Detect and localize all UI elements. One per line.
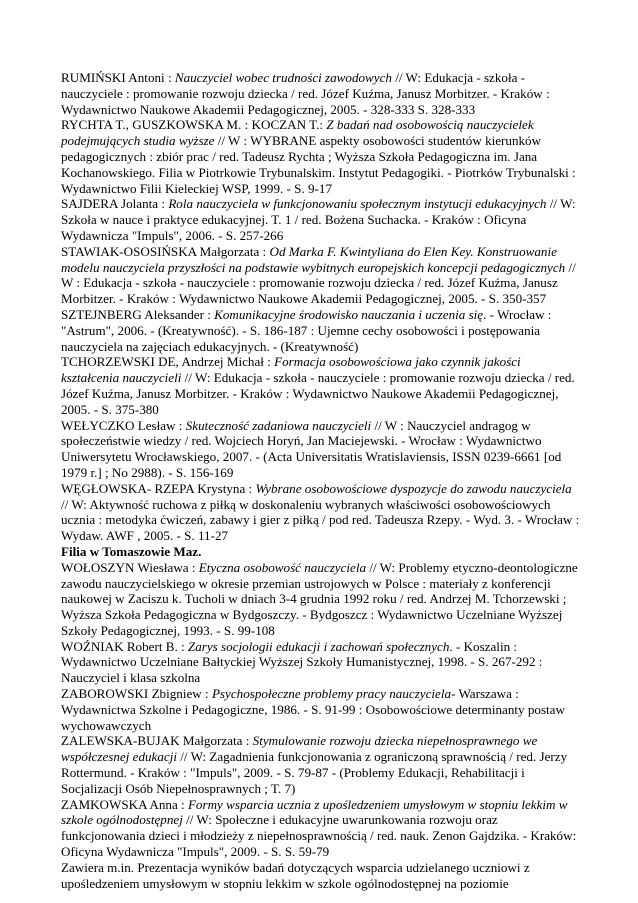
entry-author: STAWIAK-OSOSIŃSKA Małgorzata : [61, 243, 270, 259]
entry-author: WEŁYCZKO Lesław : [61, 417, 186, 433]
entry-details: - Warszawa : Wydawnictwa Szkolne i Pedagogiczne, 1986. - S. 91-99 : Osobowościowe determinanty postaw wychowawczych [61, 686, 565, 733]
bibliography-entry [61, 244, 581, 307]
entry-details: // W : WYBRANE aspekty osobowości studentów kierunków pedagogicznych : zbiór prac / red. Tadeusz Rychta ; Wyższa Szkoła Pedagogiczna im. Jana Kochanowskiego. Filia w Piotrkowie Trybunalskim. Instytut Pedagogiki. - Piotrków Trybunalski : Wydawnictwo Filii Kieleckiej WSP, 1999. - S. 9-17 [61, 133, 576, 196]
entry-author: SZTEJNBERG Aleksander : [61, 306, 215, 322]
entry-title: Zarys socjologii edukacji i zachowań społecznych [187, 638, 450, 654]
bibliography-entry [61, 686, 581, 733]
entry-title: Formy wsparcia ucznia z upośledzeniem umysłowym w stopniu lekkim w szkole ogólnodostępnej [61, 796, 568, 828]
entry-author: SAJDERA Jolanta : [61, 196, 169, 212]
entry-details: // W : Nauczyciel andragog w społeczeństwie wiedzy / red. Wojciech Horyń, Jan Maciejewski. - Wrocław : Wydawnictwo Uniwersytetu Wrocławskiego, 2007. - (Acta Universitatis Wratislaviensis, ISSN 0239-6661 [od 1979 r.] ; No 2988). - S. 156-169 [61, 417, 562, 480]
entry-title: Skuteczność zadaniowa nauczycieli [185, 417, 372, 433]
entry-details: // W: Społeczne i edukacyjne uwarunkowania rozwoju oraz funkcjonowania dzieci i młodzieży z niepełnosprawnością / red. nauk. Zenon Gajdzika. - Kraków: Oficyna Wydawnicza "Impuls", 2009. - S. S. 59-79 [61, 812, 577, 860]
bibliography-entry [61, 797, 581, 860]
entry-author: ZALEWSKA-BUJAK Małgorzata : [61, 733, 253, 749]
bibliography-entry [61, 418, 581, 481]
entry-title: Od Marka F. Kwintyliana do Elen Key. Konstruowanie modelu nauczyciela przyszłości na podstawie wybitnych europejskich koncepcji pedagogicznych [61, 243, 566, 275]
bibliography-entry [61, 733, 581, 796]
bibliography-page [61, 70, 581, 891]
bibliography-entry [61, 70, 581, 117]
entry-author: WOŹNIAK Robert B. : [61, 638, 188, 654]
entry-title: Z badań nad osobowością nauczycielek podejmujących studia wyższe [61, 117, 534, 149]
entry-title: Formacja osobowościowa jako czynnik jakości kształcenia nauczycieli [61, 354, 521, 386]
entry-title: Stymulowanie rozwoju dziecka niepełnosprawnego we współczesnej edukacji [61, 733, 538, 765]
bibliography-entry [61, 117, 581, 196]
entry-list [61, 70, 581, 544]
entry-title: Rola nauczyciela w funkcjonowaniu społecznym instytucji edukacyjnych [168, 196, 547, 212]
bibliography-entry [61, 639, 581, 686]
section-heading: Filia w Tomaszowie Maz. [61, 543, 202, 559]
entry-title: Nauczyciel wobec trudności zawodowych [174, 70, 392, 85]
entry-title: Wybrane osobowościowe dyspozycje do zawodu nauczyciela [255, 480, 572, 496]
entry-details: . - Koszalin : Wydawnictwo Uczelniane Bałtyckiej Wyższej Szkoły Humanistycznej, 1998. - S. 267-292 : Nauczyciel i klasa szkolna [61, 638, 543, 686]
bibliography-entry [61, 307, 581, 354]
bibliography-entry [61, 196, 581, 243]
entry-author: RYCHTA T., GUSZKOWSKA M. : KOCZAN T.: [61, 117, 327, 133]
entry-details: // W: Edukacja - szkoła - nauczyciele : promowanie rozwoju dziecka / red. Józef Kuźma, Janusz Morbitzer. - Kraków : Wydawnictwo Naukowe Akademii Pedagogicznej, 2005. - 328-333 S. 328-333 [61, 70, 550, 117]
bibliography-entry [61, 354, 581, 417]
entry-details: // W: Aktywność ruchowa z piłką w doskonaleniu wybranych właściwości osobowościowych ucznia : metodyka ćwiczeń, zabawy i gier z piłką / pod red. Tadeusza Rzepy. - Wyd. 3. - Wrocław : Wydaw. AWF , 2005. - S. 11-27 [61, 496, 580, 544]
entry-title: Komunikacyjne środowisko nauczania i uczenia się [214, 306, 484, 322]
entry-details: // W: Problemy etyczno-deontologiczne zawodu nauczycielskiego w okresie przemian ustrojowych w Polsce : materiały z konferencji naukowej w Zaciszu k. Tucholi w dniach 3-4 grudnia 1992 roku / red. Andrzej M. Tchorzewski ; Wyższa Szkoła Pedagogiczna w Bydgoszczy. - Bydgoszcz : Wydawnictwo Uczelniane Wyższej Szkoły Pedagogicznej, 1993. - S. 99-108 [61, 559, 578, 638]
entry-title: Etyczna osobowość nauczyciela [198, 559, 367, 575]
bibliography-entry [61, 560, 581, 639]
entry-details: // W: Zagadnienia funkcjonowania z ograniczoną sprawnością / red. Jerzy Rottermund. - Kraków : "Impuls", 2009. - S. 79-87 - (Problemy Edukacji, Rehabilitacji i Socjalizacji Osób Niepełnosprawnych ; T. 7) [61, 749, 568, 796]
entry-details: . - Wrocław : "Astrum", 2006. - (Kreatywność). - S. 186-187 : Ujemne cechy osobowości i postępowania nauczyciela na zajęciach edukacyjnych. - (Kreatywność) [61, 306, 552, 354]
entry-author: ZABOROWSKI Zbigniew : [61, 686, 212, 702]
entry-author: ZAMKOWSKA Anna : [61, 796, 188, 812]
entry-title: Psychospołeczne problemy pracy nauczyciela [211, 686, 452, 702]
entry-details: // W : Edukacja - szkoła - nauczyciele : promowanie rozwoju dziecka / red. Józef Kuźma, Janusz Morbitzer. - Kraków : Wydawnictwo Naukowe Akademii Pedagogicznej, 2005. - S. 350-357 [61, 259, 576, 307]
entry-author: TCHORZEWSKI DE, Andrzej Michał : [61, 354, 275, 370]
entry-details: // W: Szkoła w nauce i praktyce edukacyjnej. T. 1 / red. Bożena Suchacka. - Kraków : Oficyna Wydawnicza "Impuls", 2006. - S. 257-266 [61, 196, 576, 243]
entry-details: // W: Edukacja - szkoła - nauczyciele : promowanie rozwoju dziecka / red. Józef Kuźma, Janusz Morbitzer. - Kraków : Wydawnictwo Naukowe Akademii Pedagogicznej, 2005. - S. 375-380 [61, 370, 575, 417]
entry-author: RUMIŃSKI Antoni : [61, 70, 175, 85]
entry-list-branch [61, 560, 581, 860]
entry-author: WĘGŁOWSKA- RZEPA Krystyna : [61, 480, 256, 496]
entry-author: WOŁOSZYN Wiesława : [61, 559, 199, 575]
entry-note: Zawiera m.in. Prezentacja wyników badań dotyczących wsparcia udzielanego uczniowi z upośledzeniem umysłowym w stopniu lekkim w szkole ogólnodostępnej na poziomie [61, 859, 530, 891]
bibliography-entry [61, 481, 581, 544]
